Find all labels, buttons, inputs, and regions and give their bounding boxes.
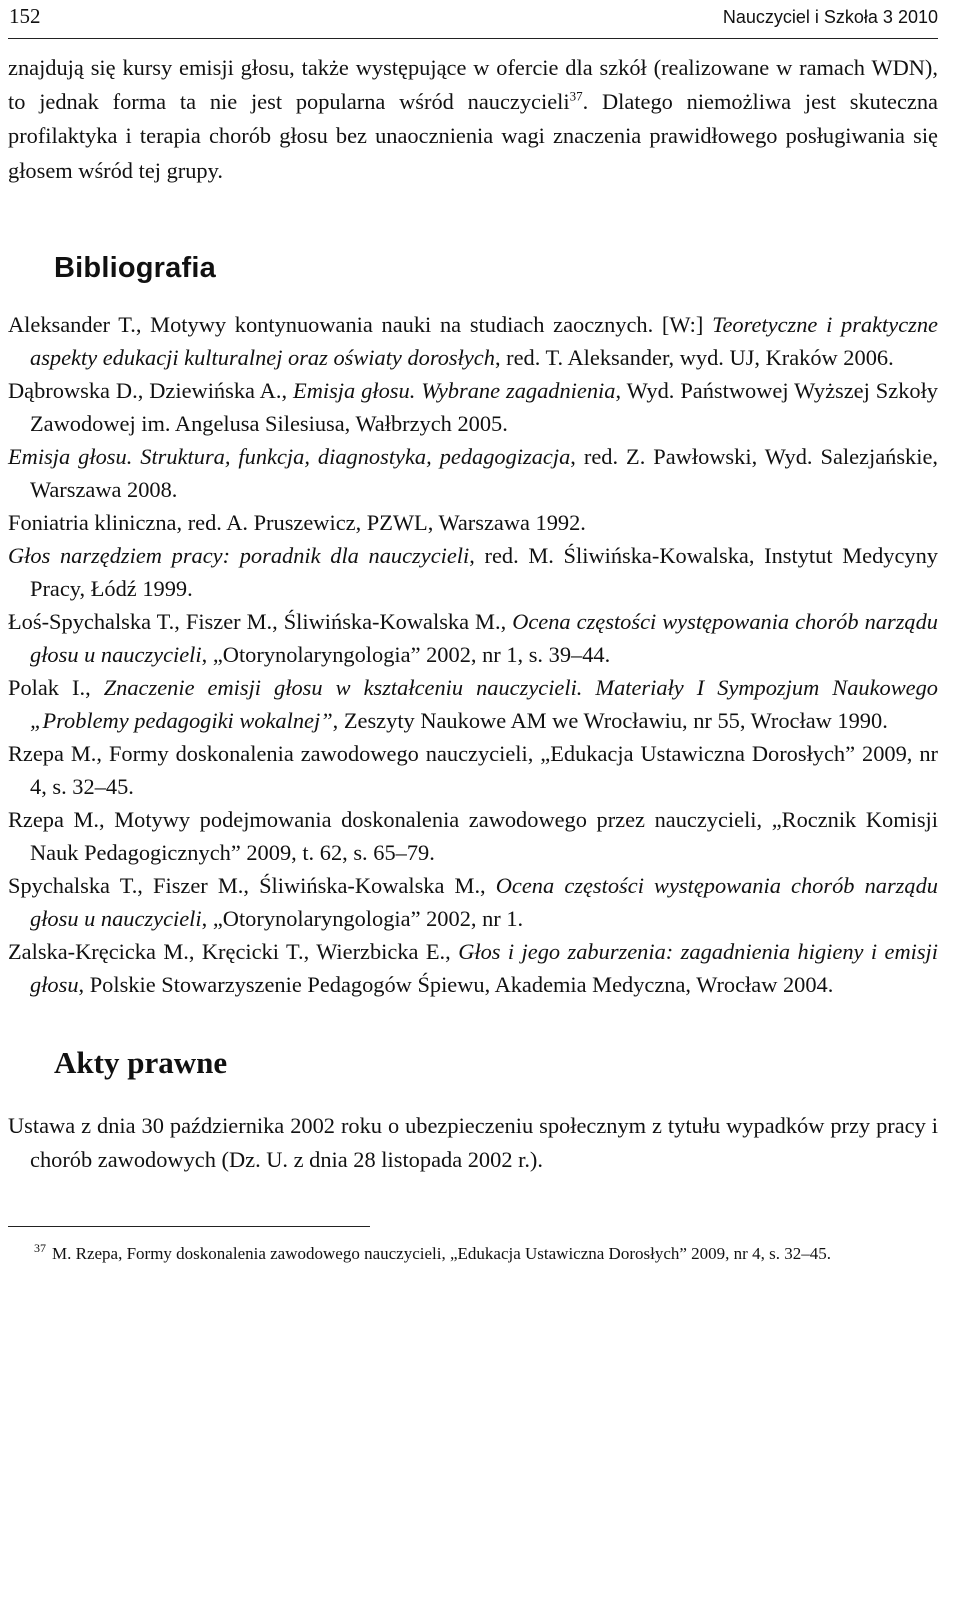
bibliography-entry	[8, 869, 938, 935]
entry-text: Polak I.,	[8, 674, 104, 700]
entry-text: , Polskie Stowarzyszenie Pedagogów Śpiewu, Akademia Medyczna, Wrocław 2004.	[78, 971, 834, 997]
bibliography-entry	[8, 440, 938, 506]
entry-text: Spychalska T., Fiszer M., Śliwińska-Kowalska M.,	[8, 872, 496, 898]
entry-text: Łoś-Spychalska T., Fiszer M., Śliwińska-Kowalska M.,	[8, 608, 513, 634]
footnote-reference[interactable]: 37	[569, 88, 583, 104]
entry-title: Emisja głosu. Wybrane zagadnienia	[293, 377, 616, 403]
entry-title: Głos narzędziem pracy: poradnik dla nauczycieli	[8, 542, 470, 568]
bibliography-entry	[8, 935, 938, 1001]
bibliography-entry	[8, 506, 938, 539]
page-header	[8, 0, 938, 39]
entry-title: Ocena częstości występowania chorób narządu głosu u nauczycieli	[30, 872, 938, 931]
entry-text: , „Otorynolaryngologia” 2002, nr 1.	[201, 905, 524, 931]
footnote	[8, 1241, 938, 1266]
page-number: 152	[9, 4, 41, 28]
bibliography-entry	[8, 539, 938, 605]
intro-text-part1: znajdują się kursy emisji głosu, także występujące w ofercie dla szkół (realizowane w ramach WDN), to jednak forma ta nie jest popularna wśród nauczycieli	[8, 55, 938, 115]
entry-text: Dąbrowska D., Dziewińska A.,	[8, 377, 294, 403]
entry-title: Emisja głosu. Struktura, funkcja, diagnostyka, pedagogizacja	[8, 443, 571, 469]
bibliography-entry	[8, 1109, 938, 1178]
bibliography-entry	[8, 737, 938, 803]
bibliography-entry	[8, 374, 938, 440]
legal-acts-heading: Akty prawne	[54, 1044, 228, 1080]
entry-text: , Wyd. Państwowej Wyższej Szkoły Zawodowej im. Angelusa Silesiusa, Wałbrzych 2005.	[30, 377, 939, 436]
bibliography-entry	[8, 803, 938, 869]
entry-text: , Zeszyty Naukowe AM we Wrocławiu, nr 55, Wrocław 1990.	[332, 707, 888, 733]
entry-text: Aleksander T., Motywy kontynuowania nauki na studiach zaocznych. [W:]	[8, 311, 713, 337]
document-page	[8, 0, 938, 1283]
entry-text: , red. M. Śliwińska-Kowalska, Instytut Medycyny Pracy, Łódź 1999.	[30, 542, 938, 601]
entry-text: Rzepa M., Motywy podejmowania doskonalenia zawodowego przez nauczycieli, „Rocznik Komisji Nauk Pedagogicznych” 2009, t. 62, s. 65–79.	[8, 806, 938, 865]
entry-text: , red. T. Aleksander, wyd. UJ, Kraków 2006.	[494, 344, 894, 370]
entry-title: Głos i jego zaburzenia: zagadnienia higieny i emisji głosu	[30, 938, 938, 997]
entry-title: Znaczenie emisji głosu w kształceniu nauczycieli. Materiały I Sympozjum Naukowego „Problemy pedagogiki wokalnej”	[30, 674, 938, 733]
entry-text: , red. Z. Pawłowski, Wyd. Salezjańskie, Warszawa 2008.	[30, 443, 938, 502]
running-title: Nauczyciel i Szkoła 3 2010	[722, 7, 938, 27]
bibliography-heading: Bibliografia	[54, 251, 216, 284]
entry-title: Teoretyczne i praktyczne aspekty edukacji kulturalnej oraz oświaty dorosłych	[30, 311, 938, 370]
entry-text: Rzepa M., Formy doskonalenia zawodowego nauczycieli, „Edukacja Ustawiczna Dorosłych” 2009, nr 4, s. 32–45.	[8, 740, 938, 799]
entry-title: Ocena częstości występowania chorób narządu głosu u nauczycieli	[30, 608, 938, 667]
entry-text: Foniatria kliniczna, red. A. Pruszewicz, PZWL, Warszawa 1992.	[8, 509, 586, 535]
entry-text: , „Otorynolaryngologia” 2002, nr 1, s. 39–44.	[201, 641, 611, 667]
entry-text: Ustawa z dnia 30 października 2002 roku o ubezpieczeniu społecznym z tytułu wypadków przy pracy i chorób zawodowych (Dz. U. z dnia 28 listopada 2002 r.).	[8, 1112, 938, 1173]
footnote-divider	[8, 1226, 370, 1227]
intro-text-part2: . Dlatego niemożliwa jest skuteczna profilaktyka i terapia chorób głosu bez unaocznienia wagi znaczenia prawidłowego posługiwania się głosem wśród tej grupy.	[8, 89, 938, 183]
bibliography-entry	[8, 605, 938, 671]
intro-paragraph	[8, 51, 938, 188]
entry-text: Zalska-Kręcicka M., Kręcicki T., Wierzbicka E.,	[8, 938, 459, 964]
bibliography-entry	[8, 671, 938, 737]
bibliography-entry	[8, 308, 938, 374]
bibliography-list	[8, 308, 938, 1001]
footnote-text: M. Rzepa, Formy doskonalenia zawodowego nauczycieli, „Edukacja Ustawiczna Dorosłych” 2009, nr 4, s. 32–45.	[52, 1243, 831, 1263]
legal-acts-list	[8, 1109, 938, 1178]
footnote-number: 37	[34, 1241, 46, 1256]
